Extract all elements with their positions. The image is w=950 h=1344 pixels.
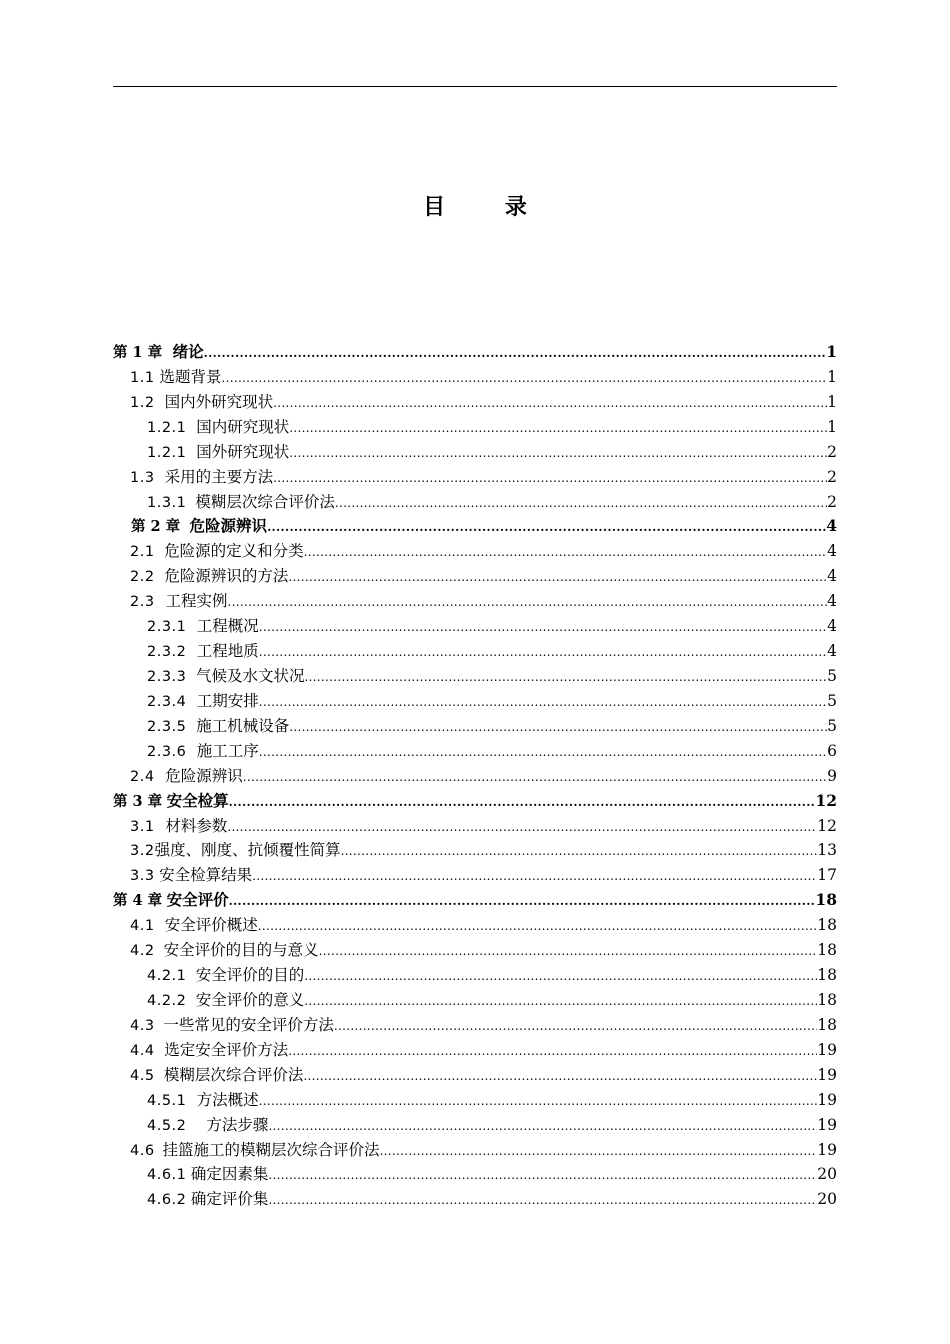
toc-entry-page: 4: [827, 592, 837, 611]
toc-entry-number: 1.3: [130, 469, 155, 486]
toc-leader-dots: [303, 1064, 817, 1089]
toc-entry-title: 安全评价: [166, 891, 229, 910]
toc-entry[interactable]: [113, 440, 837, 465]
toc-entry-title: 安全评价的意义: [195, 990, 305, 1009]
toc-entry[interactable]: [113, 539, 837, 564]
toc-leader-dots: [204, 341, 827, 366]
toc-entry-title: 安全评价概述: [164, 916, 258, 935]
toc-entry-page: 2: [827, 492, 837, 511]
toc-leader-dots: [259, 690, 827, 715]
toc-entry-title: 危险源辨识的方法: [164, 567, 289, 586]
toc-entry-page: 12: [815, 790, 837, 810]
toc-entry-page: 4: [826, 516, 837, 536]
toc-leader-dots: [229, 790, 816, 815]
toc-entry-title: 气候及水文状况: [195, 666, 305, 685]
toc-entry-title: 挂篮施工的模糊层次综合评价法: [162, 1140, 380, 1159]
toc-leader-dots: [268, 1163, 817, 1188]
toc-leader-dots: [341, 839, 818, 864]
toc-entry-page: 19: [817, 1115, 837, 1134]
toc-entry-title: 绪论: [172, 342, 204, 361]
toc-entry-number: 第 3 章: [113, 792, 163, 810]
toc-entry-title: 国内外研究现状: [164, 392, 274, 411]
table-of-contents: [113, 340, 837, 1212]
toc-entry[interactable]: [113, 1162, 837, 1187]
toc-entry-number: 第 2 章: [131, 518, 181, 536]
toc-leader-dots: [259, 1089, 818, 1114]
toc-entry-number: 第 4 章: [113, 892, 163, 910]
toc-entry-number: 1.3.1: [147, 494, 187, 511]
toc-entry-number: 2.3.2: [147, 644, 187, 661]
toc-entry[interactable]: [113, 689, 837, 714]
toc-leader-dots: [304, 964, 817, 989]
toc-entry-page: 9: [827, 766, 837, 785]
toc-entry-number: 2.3.4: [147, 693, 187, 710]
toc-entry-title: 工期安排: [196, 691, 259, 710]
toc-leader-dots: [273, 466, 827, 491]
toc-leader-dots: [304, 989, 817, 1014]
toc-entry-number: 4.4: [130, 1042, 155, 1059]
toc-entry-title: 采用的主要方法: [164, 467, 274, 486]
toc-entry-page: 17: [817, 866, 837, 885]
toc-entry-number: 2.2: [130, 569, 155, 586]
toc-entry-page: 4: [827, 617, 837, 636]
toc-entry[interactable]: [113, 814, 837, 839]
toc-entry-number: 4.1: [130, 918, 155, 935]
toc-entry[interactable]: [113, 714, 837, 739]
toc-entry[interactable]: [113, 963, 837, 988]
toc-entry[interactable]: [113, 664, 837, 689]
toc-entry-page: 1: [827, 417, 837, 436]
toc-entry[interactable]: [113, 1088, 837, 1113]
toc-entry[interactable]: [113, 938, 837, 963]
toc-entry-title: 方法概述: [196, 1090, 259, 1109]
toc-leader-dots: [243, 765, 827, 790]
toc-entry[interactable]: [113, 415, 837, 440]
toc-entry-title: 安全检算结果: [159, 866, 253, 885]
toc-leader-dots: [334, 1014, 817, 1039]
toc-leader-dots: [288, 565, 827, 590]
toc-leader-dots: [268, 1114, 817, 1139]
toc-entry-title: 模糊层次综合评价法: [195, 492, 335, 511]
toc-leader-dots: [273, 391, 827, 416]
toc-entry-number: 2.3.6: [147, 743, 187, 760]
toc-entry-number: 4.6.1: [147, 1167, 187, 1184]
toc-entry-title: 工程地质: [196, 642, 259, 661]
header-rule: [113, 86, 837, 87]
toc-entry-title: 危险源辨识: [165, 766, 243, 785]
toc-entry-page: 5: [827, 666, 837, 685]
toc-leader-dots: [267, 515, 826, 540]
toc-entry-title: 强度、刚度、抗倾覆性简算: [154, 841, 341, 860]
toc-entry-page: 18: [817, 916, 837, 935]
toc-entry-title: 国内研究现状: [196, 417, 290, 436]
toc-leader-dots: [227, 815, 817, 840]
toc-entry[interactable]: [113, 863, 837, 888]
toc-entry-title: 选定安全评价方法: [164, 1040, 289, 1059]
toc-entry[interactable]: [113, 1063, 837, 1088]
toc-entry-title: 选题背景: [159, 367, 222, 386]
toc-entry-title: 确定因素集: [190, 1165, 269, 1184]
toc-entry-number: 4.2: [130, 943, 155, 960]
toc-entry[interactable]: [113, 564, 837, 589]
toc-entry-title: 安全评价的目的: [195, 966, 305, 985]
toc-entry[interactable]: [113, 589, 837, 614]
toc-entry-page: 2: [827, 467, 837, 486]
toc-leader-dots: [268, 1188, 817, 1213]
toc-entry-number: 4.6.2: [147, 1192, 187, 1209]
toc-entry[interactable]: [113, 838, 837, 863]
toc-entry-number: 4.2.1: [147, 968, 187, 985]
toc-leader-dots: [221, 366, 827, 391]
toc-entry[interactable]: [113, 988, 837, 1013]
toc-entry-page: 13: [817, 841, 837, 860]
toc-entry[interactable]: [113, 739, 837, 764]
toc-entry-number: 2.1: [130, 544, 155, 561]
toc-entry-page: 18: [817, 1015, 837, 1034]
toc-entry-page: 1: [826, 342, 837, 361]
toc-title: 目 录: [423, 195, 553, 220]
toc-entry[interactable]: [113, 1038, 837, 1063]
toc-entry-page: 1: [827, 367, 837, 386]
toc-entry-page: 18: [817, 941, 837, 960]
toc-leader-dots: [289, 416, 827, 441]
toc-entry-page: 5: [827, 716, 837, 735]
toc-entry-number: 4.5: [130, 1067, 155, 1084]
toc-entry-title: 安全评价的目的与意义: [163, 941, 319, 960]
toc-entry-page: 4: [827, 542, 837, 561]
toc-entry-number: 3.1: [130, 818, 155, 835]
toc-entry-title: 危险源的定义和分类: [164, 542, 304, 561]
toc-entry-page: 5: [827, 691, 837, 710]
toc-entry-number: 4.6: [130, 1142, 155, 1159]
toc-leader-dots: [289, 441, 827, 466]
toc-entry-number: 4.2.2: [147, 992, 187, 1009]
toc-entry-number: 3.2: [130, 843, 155, 860]
toc-entry[interactable]: [113, 888, 837, 913]
toc-entry[interactable]: [113, 764, 837, 789]
toc-entry-number: 4.3: [130, 1017, 155, 1034]
toc-entry-number: 1.1: [130, 369, 155, 386]
toc-leader-dots: [380, 1139, 818, 1164]
toc-entry[interactable]: [113, 614, 837, 639]
toc-entry-page: 18: [817, 990, 837, 1009]
toc-entry-page: 2: [827, 442, 837, 461]
toc-entry-title: 工程实例: [165, 592, 228, 611]
toc-entry[interactable]: [113, 465, 837, 490]
toc-entry-page: 1: [827, 392, 837, 411]
toc-entry[interactable]: [113, 390, 837, 415]
toc-entry-title: 确定评价集: [190, 1190, 269, 1209]
toc-entry-number: 4.5.2: [147, 1117, 187, 1134]
toc-entry[interactable]: [113, 365, 837, 390]
toc-entry-page: 18: [817, 966, 837, 985]
toc-leader-dots: [289, 715, 827, 740]
toc-entry-title: 施工工序: [196, 741, 259, 760]
toc-leader-dots: [304, 540, 828, 565]
toc-entry-page: 19: [817, 1140, 837, 1159]
toc-entry-number: 2.3: [130, 594, 155, 611]
toc-entry-page: 20: [817, 1165, 837, 1184]
toc-entry-number: 2.3.5: [147, 718, 187, 735]
toc-entry[interactable]: [113, 1113, 837, 1138]
toc-entry-page: 12: [817, 816, 837, 835]
toc-entry[interactable]: [113, 1013, 837, 1038]
toc-leader-dots: [229, 889, 816, 914]
toc-entry[interactable]: [113, 514, 837, 539]
toc-entry-title: 工程概况: [196, 617, 259, 636]
toc-entry[interactable]: [113, 913, 837, 938]
toc-entry-page: 6: [827, 741, 837, 760]
toc-entry-number: 第 1 章: [113, 344, 163, 361]
toc-entry-title: 危险源辨识: [189, 517, 268, 536]
toc-entry-number: 3.3: [130, 868, 155, 885]
toc-entry-number: 1.2.1: [147, 444, 187, 461]
toc-entry[interactable]: [113, 340, 837, 365]
toc-entry-title: 国外研究现状: [196, 442, 290, 461]
toc-entry-page: 19: [817, 1040, 837, 1059]
toc-entry-title: 一些常见的安全评价方法: [163, 1015, 334, 1034]
toc-entry-number: 2.3.1: [147, 619, 187, 636]
toc-entry[interactable]: [113, 490, 837, 515]
toc-entry[interactable]: [113, 1138, 837, 1163]
toc-entry-title: 施工机械设备: [196, 716, 290, 735]
toc-entry[interactable]: [113, 639, 837, 664]
toc-entry[interactable]: [113, 789, 837, 814]
toc-entry-number: 2.4: [130, 768, 155, 785]
toc-entry-page: 4: [827, 567, 837, 586]
toc-leader-dots: [252, 864, 817, 889]
toc-entry-page: 18: [815, 890, 837, 910]
toc-leader-dots: [335, 491, 827, 516]
toc-entry-number: 1.2.1: [147, 419, 187, 436]
toc-entry-page: 19: [817, 1090, 837, 1109]
toc-entry-title: 模糊层次综合评价法: [163, 1065, 304, 1084]
toc-leader-dots: [228, 590, 828, 615]
toc-entry[interactable]: [113, 1187, 837, 1212]
toc-entry-number: 2.3.3: [147, 668, 187, 685]
toc-leader-dots: [288, 1039, 817, 1064]
toc-leader-dots: [259, 640, 827, 665]
toc-entry-number: 4.5.1: [147, 1092, 187, 1109]
toc-entry-page: 4: [827, 642, 837, 661]
toc-entry-page: 20: [817, 1190, 837, 1209]
toc-leader-dots: [304, 665, 827, 690]
toc-leader-dots: [259, 615, 827, 640]
toc-entry-title: 材料参数: [165, 816, 228, 835]
toc-entry-title: 安全检算: [166, 791, 229, 810]
toc-entry-page: 19: [817, 1065, 837, 1084]
toc-entry-number: 1.2: [130, 394, 155, 411]
toc-leader-dots: [319, 939, 818, 964]
toc-leader-dots: [259, 740, 827, 765]
toc-entry-title: 方法步骤: [206, 1115, 269, 1134]
toc-leader-dots: [258, 914, 817, 939]
